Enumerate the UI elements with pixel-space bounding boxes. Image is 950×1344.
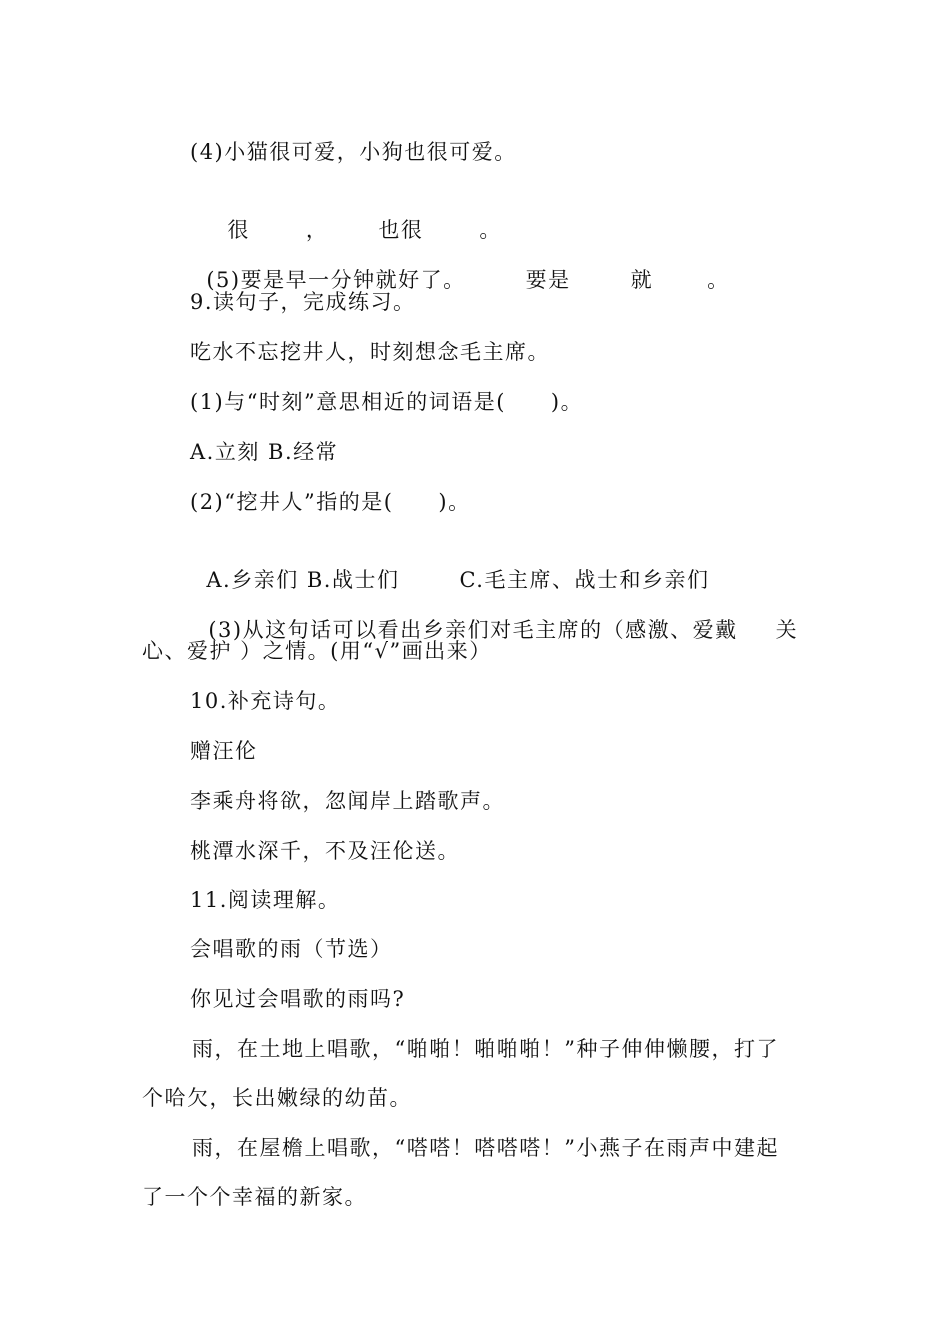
q8-item4-blanks — [211, 188, 502, 244]
q9-passage: 吃水不忘挖井人，时刻想念毛主席。 — [190, 340, 550, 364]
q9-part1-options: A.立刻 B.经常 — [190, 440, 339, 464]
q8-item5-sentence: (5)要是早一分钟就好了。 — [206, 268, 466, 292]
reading-paragraph-3-line-2: 了一个个幸福的新家。 — [142, 1185, 367, 1209]
option-c: C.毛主席、战士和乡亲们 — [459, 568, 710, 592]
q9-part2-question: (2)“挖井人”指的是( )。 — [190, 490, 471, 514]
fill-comma: ， — [305, 218, 329, 242]
q9-heading: 9.读句子，完成练习。 — [190, 290, 416, 314]
fill-word-jiu: 就 — [630, 268, 654, 292]
reading-title: 会唱歌的雨（节选） — [190, 937, 393, 961]
options-ab: A.乡亲们 B.战士们 — [206, 568, 400, 592]
q9-part3-text: (3)从这句话可以看出乡亲们对毛主席的（感激、爱戴 — [208, 618, 738, 642]
q8-item5 — [190, 238, 730, 294]
reading-paragraph-1: 你见过会唱歌的雨吗? — [190, 987, 406, 1011]
q9-part2-options — [190, 538, 709, 594]
q9-part1-question: (1)与“时刻”意思相近的词语是( )。 — [190, 390, 584, 414]
fill-word-yehen: 也很 — [378, 218, 424, 242]
fill-word-hen: 很 — [227, 218, 250, 242]
q8-item4-sentence: (4)小猫很可爱，小狗也很可爱。 — [190, 140, 517, 164]
reading-paragraph-2-line-2: 个哈欠，长出嫩绿的幼苗。 — [142, 1086, 412, 1110]
q9-part3-line1 — [192, 588, 798, 644]
fill-period: 。 — [479, 218, 502, 242]
poem-line-1: 李乘舟将欲，忽闻岸上踏歌声。 — [190, 789, 505, 813]
poem-title: 赠汪伦 — [190, 739, 258, 763]
reading-paragraph-3-line-1: 雨，在屋檐上唱歌，“嗒嗒！嗒嗒嗒！”小燕子在雨声中建起 — [192, 1136, 779, 1160]
fill-period: 。 — [707, 268, 730, 292]
q10-heading: 10.补充诗句。 — [190, 689, 341, 713]
q11-heading: 11.阅读理解。 — [190, 888, 341, 912]
q9-part3-line2: 心、爱护 ）之情。(用“√”画出来） — [142, 639, 492, 663]
reading-paragraph-2-line-1: 雨，在土地上唱歌，“啪啪！啪啪啪！”种子伸伸懒腰，打了 — [192, 1037, 779, 1061]
q9-part3-text-end: 关 — [775, 618, 799, 642]
fill-word-yaoshi: 要是 — [525, 268, 571, 292]
poem-line-2: 桃潭水深千，不及汪伦送。 — [190, 839, 460, 863]
